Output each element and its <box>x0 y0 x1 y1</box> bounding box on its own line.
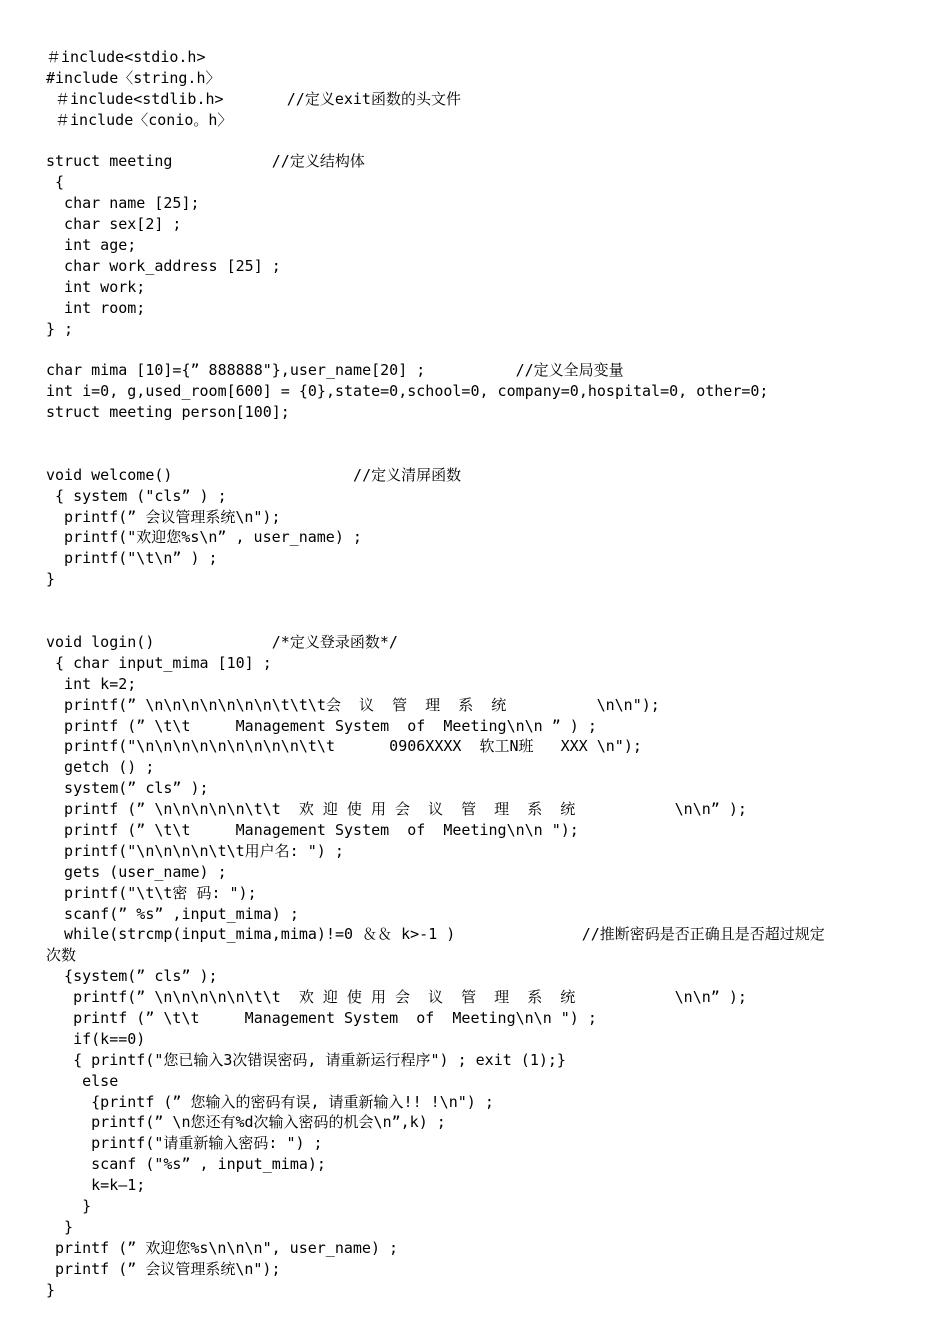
code-line: void login() /*定义登录函数*/ <box>46 632 398 651</box>
code-line: printf (” 欢迎您%s\n\n\n", user_name) ; <box>46 1238 399 1257</box>
code-line: ＃include<stdlib.h> //定义exit函数的头文件 <box>46 89 461 108</box>
code-line: if(k==0) <box>46 1029 146 1048</box>
code-line <box>46 590 926 611</box>
code-line: while(strcmp(input_mima,mima)!=0 ＆＆ k>-1 ) //推断密码是否正确且是否超过规定 <box>46 925 825 944</box>
code-line: struct meeting person[100]; <box>46 403 290 422</box>
code-line: int i=0, g,used_room[600] = {0},state=0,school=0, company=0,hospital=0, other=0; <box>46 382 769 401</box>
code-line: } <box>46 1217 74 1236</box>
code-line: system(” cls” ); <box>46 779 209 798</box>
code-line: char name [25]; <box>46 194 200 213</box>
code-line: printf(” 会议管理系统\n"); <box>46 507 281 526</box>
code-line: int age; <box>46 236 137 255</box>
code-line: { char input_mima [10] ; <box>46 653 272 672</box>
code-line: printf(” \n您还有%d次输入密码的机会\n”,k) ; <box>46 1113 446 1132</box>
code-line: ＃include<stdio.h> <box>46 48 206 66</box>
code-line: printf("\n\n\n\n\t\t用户名: ") ; <box>46 841 344 860</box>
code-line: printf(” \n\n\n\n\n\t\t 欢 迎 使 用 会 议 管 理 系 统 \n\n” ); <box>46 988 747 1007</box>
code-line: printf (” \t\t Management System of Meeting\n\n ") ; <box>46 1008 597 1027</box>
code-line: scanf ("%s” , input_mima); <box>46 1155 326 1174</box>
code-line: ＃include〈conio。h〉 <box>46 110 233 129</box>
code-line: printf("欢迎您%s\n” , user_name) ; <box>46 528 362 547</box>
code-line: printf (” 会议管理系统\n"); <box>46 1259 281 1278</box>
code-line: char work_address [25] ; <box>46 256 281 275</box>
code-line: {printf (” 您输入的密码有误, 请重新输入!! !\n") ; <box>46 1092 494 1111</box>
code-line: printf (” \t\t Management System of Meeting\n\n "); <box>46 820 579 839</box>
code-line: scanf(” %s” ,input_mima) ; <box>46 904 299 923</box>
code-line: char sex[2] ; <box>46 215 182 234</box>
code-line: int work; <box>46 277 146 296</box>
code-line: void welcome() //定义清屏函数 <box>46 465 462 484</box>
code-line: {system(” cls” ); <box>46 967 218 986</box>
code-line: printf("\t\n” ) ; <box>46 549 218 568</box>
code-line: } <box>46 1280 56 1299</box>
code-line: k=k—1; <box>46 1176 146 1195</box>
code-line: { system ("cls” ) ; <box>46 486 227 505</box>
code-line: printf("请重新输入密码: ") ; <box>46 1134 323 1153</box>
code-line <box>46 339 926 360</box>
code-line: gets (user_name) ; <box>46 862 227 881</box>
code-line: printf (” \t\t Management System of Meeting\n\n ” ) ; <box>46 716 597 735</box>
code-line: } ; <box>46 319 74 338</box>
code-line: printf(” \n\n\n\n\n\n\n\t\t\t会 议 管 理 系 统 \n\n"); <box>46 695 660 714</box>
code-line: printf (” \n\n\n\n\n\t\t 欢 迎 使 用 会 议 管 理 系 统 \n\n” ); <box>46 800 747 819</box>
code-line: } <box>46 570 56 589</box>
code-line <box>46 444 926 465</box>
code-line: { <box>46 173 65 192</box>
code-line: 次数 <box>46 946 77 965</box>
code-line: struct meeting //定义结构体 <box>46 152 365 171</box>
code-line: } <box>46 1196 92 1215</box>
code-line <box>46 611 926 632</box>
code-line: printf("\n\n\n\n\n\n\n\n\n\t\t 0906XXXX 软工N班 XXX \n"); <box>46 737 642 756</box>
code-line: #include〈string.h〉 <box>46 68 221 87</box>
code-line: printf("\t\t密 码: "); <box>46 883 257 902</box>
source-code-block <box>46 47 926 1300</box>
code-line <box>46 423 926 444</box>
code-line: int k=2; <box>46 674 137 693</box>
code-line: else <box>46 1071 119 1090</box>
code-line: char mima [10]={” 888888"},user_name[20] ; //定义全局变量 <box>46 361 624 380</box>
code-line: int room; <box>46 298 146 317</box>
code-line <box>46 131 926 152</box>
code-line: { printf("您已输入3次错误密码, 请重新运行程序") ; exit (1);} <box>46 1050 566 1069</box>
code-line: getch () ; <box>46 758 155 777</box>
